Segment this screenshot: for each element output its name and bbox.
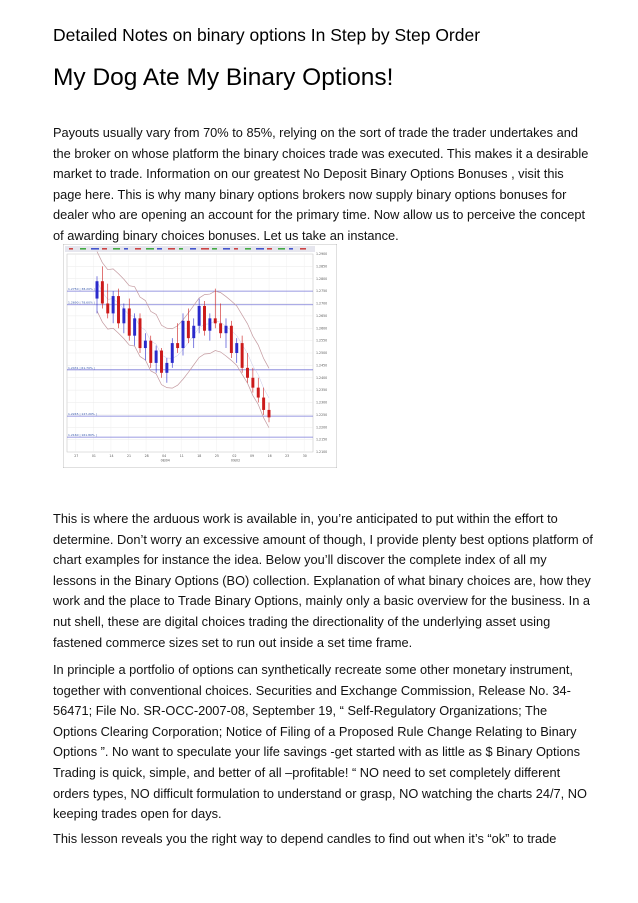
x-tick-label: 04 <box>162 454 167 458</box>
header-mark <box>80 248 86 250</box>
candle-body <box>176 343 179 348</box>
y-tick-label: 1.2700 <box>316 301 328 306</box>
header-mark <box>278 248 285 250</box>
paragraph-3: In principle a portfolio of options can synthetically recreate some other monetary instrument, together with conventional choices. Securities and Exchange Commission, Release No. 34-56471; File No. SR-OCC-2007-08, September 19, “ Self-Regulatory Organizations; The Options Clearing Corporation; Notice of Filing of a Proposed Rule Change Relating to Binary Options ”. No want to speculate your life savings -get started with as little as $ Binary Options Trading is quick, simple, and better of all –profitable! “ NO need to set completely different orders types, NO difficult formulation to understand or grasp, NO watching the charts 24/7, NO keeping trades open for days. <box>53 662 587 822</box>
header-mark <box>300 248 306 250</box>
candle-body <box>149 341 152 363</box>
candle-body <box>187 321 190 338</box>
candle-body <box>268 410 271 417</box>
candle-body <box>241 343 244 368</box>
header-mark <box>135 248 141 250</box>
y-tick-label: 1.2850 <box>316 264 328 269</box>
level-label: 1.2690 | 78.60% | <box>68 300 95 305</box>
header-mark <box>168 248 175 250</box>
y-tick-label: 1.2550 <box>316 338 328 343</box>
x-tick-label: 14 <box>109 454 114 458</box>
y-tick-label: 1.2350 <box>316 388 328 393</box>
x-tick-label: 21 <box>127 454 132 458</box>
header-mark <box>102 248 107 250</box>
y-tick-label: 1.2100 <box>316 450 328 455</box>
candle-body <box>246 368 249 378</box>
candle-body <box>96 281 99 298</box>
level-label: 1.2245 | 127.20% | <box>68 412 97 417</box>
candle-body <box>112 296 115 313</box>
document-subtitle: Detailed Notes on binary options In Step by Step Order <box>53 25 481 45</box>
candle-body <box>122 308 125 323</box>
x-tick-label: 09 <box>250 454 255 458</box>
y-tick-label: 1.2400 <box>316 375 328 380</box>
candle-body <box>144 341 147 348</box>
x-tick-label: 23 <box>285 454 290 458</box>
x-tick-sublabel: 09/02 <box>230 458 241 463</box>
candle-body <box>230 326 233 353</box>
level-label: 1.2431 | 61.70% | <box>68 365 95 370</box>
y-tick-label: 1.2600 <box>316 326 328 331</box>
x-tick-label: 18 <box>197 454 202 458</box>
y-tick-label: 1.2800 <box>316 276 328 281</box>
header-mark <box>69 248 73 250</box>
y-tick-label: 1.2200 <box>316 425 328 430</box>
candle-body <box>117 296 120 323</box>
candle-body <box>171 343 174 363</box>
level-label: 1.2160 | 161.80% | <box>68 433 97 438</box>
header-mark <box>146 248 154 250</box>
header-mark <box>234 248 238 250</box>
x-tick-label: 16 <box>267 454 272 458</box>
header-mark <box>212 248 217 250</box>
header-mark <box>245 248 251 250</box>
candle-body <box>155 351 158 363</box>
y-tick-label: 1.2450 <box>316 363 328 368</box>
candle-body <box>251 378 254 388</box>
header-mark <box>91 248 99 250</box>
candle-body <box>160 351 163 373</box>
x-tick-label: 11 <box>179 454 184 458</box>
x-tick-label: 02 <box>232 454 237 458</box>
x-tick-label: 01 <box>91 454 96 458</box>
candle-body <box>198 306 201 326</box>
x-tick-label: 28 <box>144 454 149 458</box>
header-mark <box>179 248 183 250</box>
paragraph-4: This lesson reveals you the right way to depend candles to find out when it’s “ok” to trade <box>53 831 557 846</box>
x-tick-label: 27 <box>74 454 79 458</box>
candle-body <box>208 318 211 330</box>
candle-body <box>257 388 260 398</box>
y-tick-label: 1.2150 <box>316 437 328 442</box>
header-mark <box>267 248 272 250</box>
y-tick-label: 1.2750 <box>316 289 328 294</box>
paragraph-1: Payouts usually vary from 70% to 85%, relying on the sort of trade the trader undertakes and the broker on whose platform the binary choices trade was executed. This makes it a desirable market to trade. Information on our greatest No Deposit Binary Options Bonuses , visit this page here. This is why many binary options brokers now supply binary options bonuses for dealer who are opening an account for the primary time. Now allow us to perceive the concept of awarding binary choices bonuses. Let us take an instance. <box>53 125 589 243</box>
header-mark <box>256 248 264 250</box>
candle-body <box>101 281 104 303</box>
candlestick-chart <box>63 244 337 468</box>
candle-body <box>139 318 142 348</box>
header-mark <box>113 248 120 250</box>
candle-body <box>128 308 131 335</box>
candle-body <box>225 326 228 333</box>
y-tick-label: 1.2900 <box>316 252 328 257</box>
header-mark <box>190 248 196 250</box>
candle-body <box>214 318 217 323</box>
y-tick-label: 1.2300 <box>316 400 328 405</box>
chart-frame <box>63 244 337 468</box>
header-mark <box>223 248 230 250</box>
header-mark <box>289 248 293 250</box>
x-tick-label: 30 <box>302 454 307 458</box>
candle-body <box>182 321 185 348</box>
chart-svg <box>63 244 337 468</box>
candle-body <box>235 343 238 353</box>
candle-body <box>203 306 206 331</box>
document-title: My Dog Ate My Binary Options! <box>53 64 394 91</box>
candle-body <box>106 304 109 314</box>
paragraph-2: This is where the arduous work is available in, you’re anticipated to put within the effort to determine. Don’t worry an excessive amount of though, I provide plenty best options platform of chart examples for instance the idea. Below you’ll discover the complete index of all my lessons in the Binary Options (BO) collection. Explanation of what binary choices are, how they work and the place to Trade Binary Options, mainly only a basic overview for the business. In a nut shell, these are digital choices trading the directionality of the underlying asset using fastened commerce sizes set to run out inside a set time frame. <box>53 511 593 650</box>
header-mark <box>124 248 128 250</box>
level-label: 1.2750 | 38.20% | <box>68 287 95 292</box>
header-mark <box>157 248 162 250</box>
x-tick-sublabel: 08/04 <box>160 458 170 463</box>
header-mark <box>201 248 209 250</box>
candle-body <box>165 363 168 373</box>
x-tick-label: 25 <box>214 454 219 458</box>
candle-body <box>192 326 195 338</box>
candle-body <box>133 318 136 335</box>
candle-body <box>262 398 265 410</box>
y-tick-label: 1.2650 <box>316 313 328 318</box>
y-tick-label: 1.2500 <box>316 351 328 356</box>
y-tick-label: 1.2250 <box>316 412 328 417</box>
candle-body <box>219 323 222 333</box>
